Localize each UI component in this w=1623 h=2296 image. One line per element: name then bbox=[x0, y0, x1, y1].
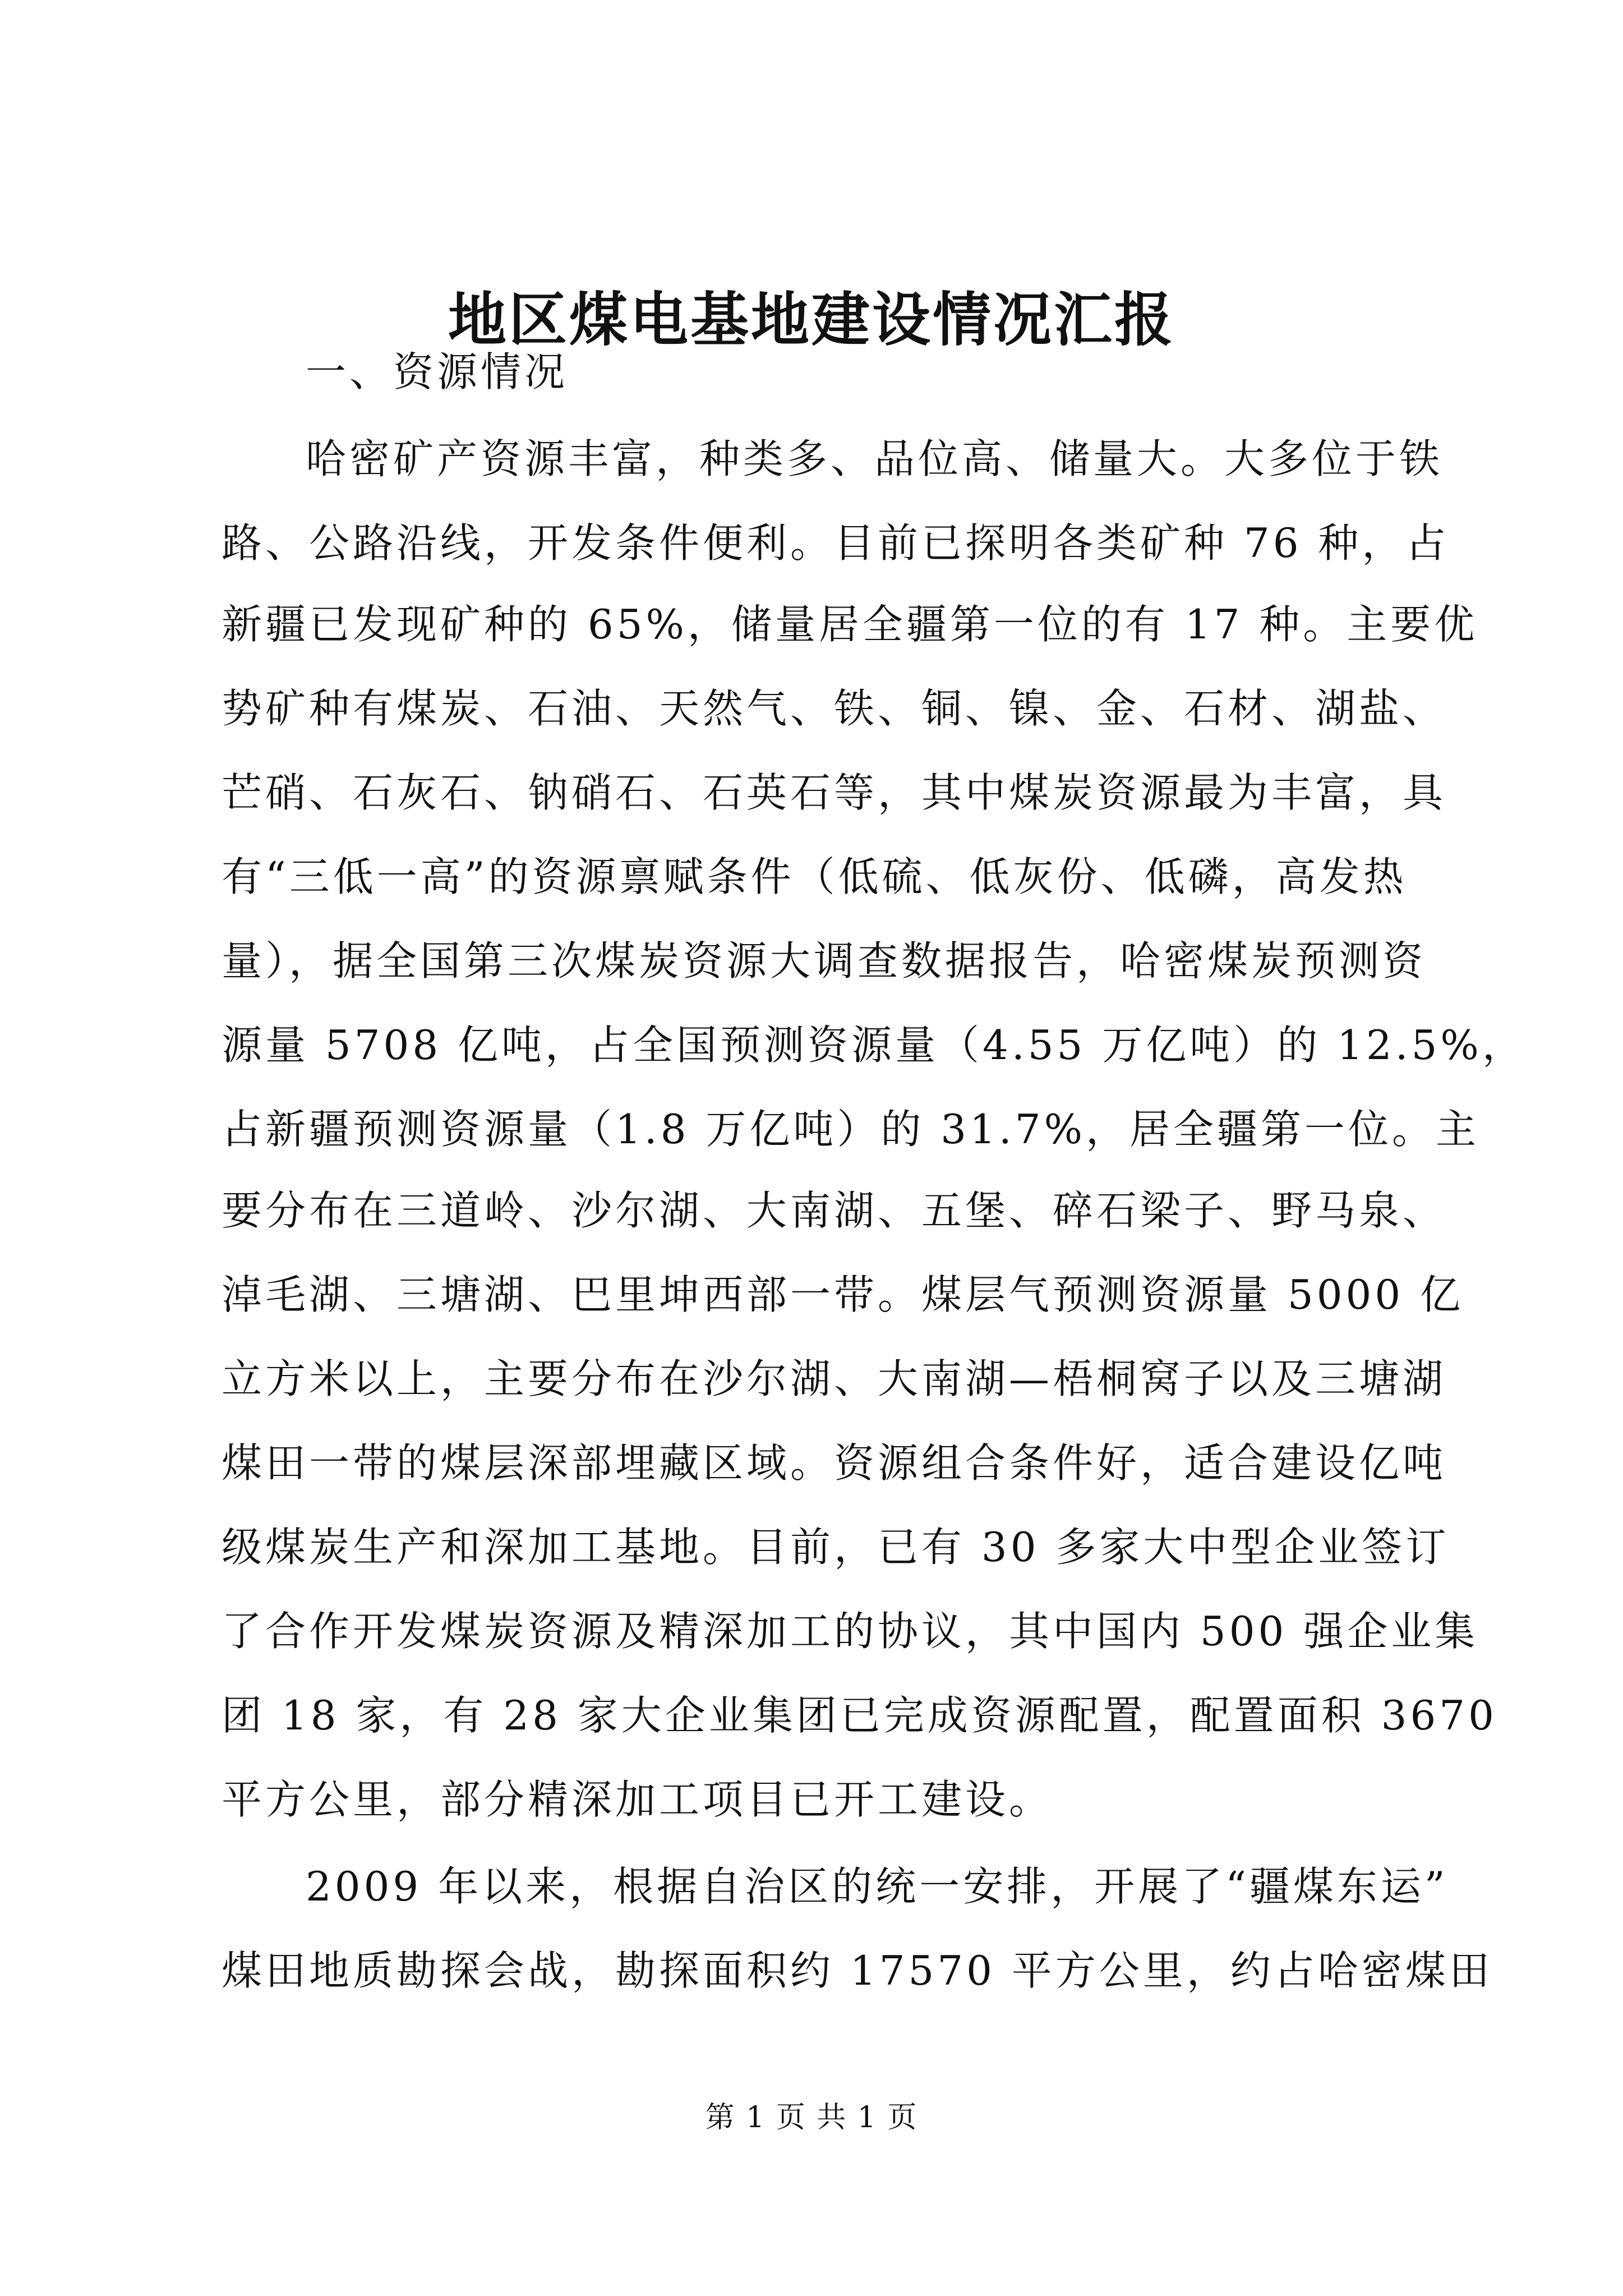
body-line: 占新疆预测资源量（1.8 万亿吨）的 31.7%，居全疆第一位。主 bbox=[222, 1106, 1480, 1153]
body-line: 平方公里，部分精深加工项目已开工建设。 bbox=[222, 1776, 1053, 1823]
body-line: 立方米以上，主要分布在沙尔湖、大南湖—梧桐窝子以及三塘湖 bbox=[222, 1355, 1447, 1402]
body-line: 路、公路沿线，开发条件便利。目前已探明各类矿种 76 种，占 bbox=[222, 519, 1450, 567]
body-line: 煤田一带的煤层深部埋藏区域。资源组合条件好，适合建设亿吨 bbox=[222, 1439, 1447, 1487]
body-line: 源量 5708 亿吨，占全国预测资源量（4.55 万亿吨）的 12.5%， bbox=[222, 1022, 1526, 1069]
page-footer: 第 1 页 共 1 页 bbox=[705, 2101, 918, 2134]
body-line: 2009 年以来，根据自治区的统一安排，开展了“疆煤东运” bbox=[306, 1863, 1449, 1910]
body-line: 有“三低一高”的资源禀赋条件（低硫、低灰份、低磷，高发热 bbox=[222, 853, 1407, 900]
body-line: 团 18 家，有 28 家大企业集团已完成资源配置，配置面积 3670 bbox=[222, 1692, 1497, 1739]
body-line: 煤田地质勘探会战，勘探面积约 17570 平方公里，约占哈密煤田 bbox=[222, 1947, 1493, 1994]
body-line: 势矿种有煤炭、石油、天然气、铁、铜、镍、金、石材、湖盐、 bbox=[222, 685, 1447, 732]
body-line: 哈密矿产资源丰富，种类多、品位高、储量大。大多位于铁 bbox=[306, 435, 1444, 482]
body-line: 新疆已发现矿种的 65%，储量居全疆第一位的有 17 种。主要优 bbox=[222, 601, 1478, 648]
body-line: 量），据全国第三次煤炭资源大调查数据报告，哈密煤炭预测资 bbox=[222, 937, 1427, 984]
section-heading: 一、资源情况 bbox=[306, 348, 569, 395]
body-line: 了合作开发煤炭资源及精深加工的协议，其中国内 500 强企业集 bbox=[222, 1608, 1479, 1655]
document-title: 地区煤电基地建设情况汇报 bbox=[448, 285, 1175, 354]
body-line: 淖毛湖、三塘湖、巴里坤西部一带。煤层气预测资源量 5000 亿 bbox=[222, 1271, 1464, 1318]
body-line: 要分布在三道岭、沙尔湖、大南湖、五堡、碎石梁子、野马泉、 bbox=[222, 1187, 1447, 1234]
body-line: 芒硝、石灰石、钠硝石、石英石等，其中煤炭资源最为丰富，具 bbox=[222, 769, 1447, 816]
body-line: 级煤炭生产和深加工基地。目前，已有 30 多家大中型企业签订 bbox=[222, 1524, 1450, 1571]
